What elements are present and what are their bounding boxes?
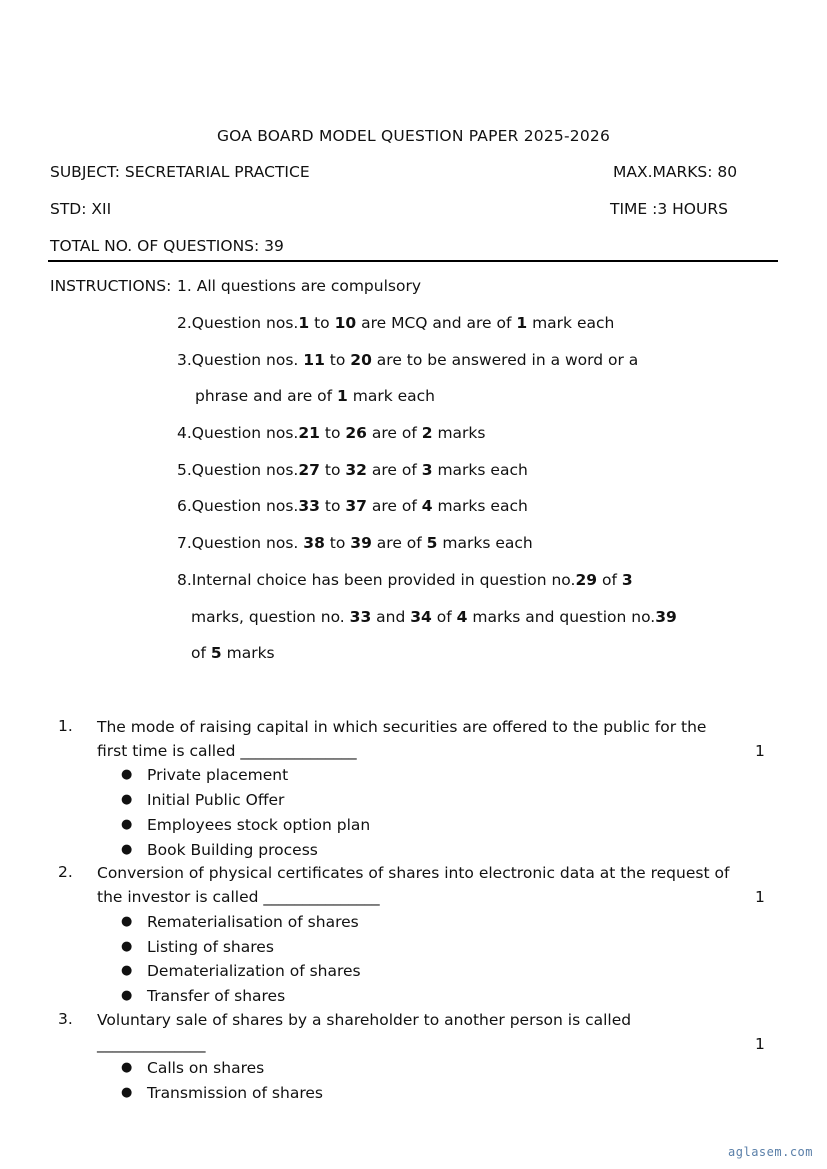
option: Transfer of shares (147, 987, 286, 1005)
bullet-icon: ● (121, 842, 133, 857)
question-text-cont: first time is called _______________ (97, 742, 357, 760)
option: Book Building process (147, 841, 318, 859)
paper-title: GOA BOARD MODEL QUESTION PAPER 2025-2026 (216, 127, 611, 145)
bullet-icon: ● (121, 1085, 133, 1100)
total-questions-label: TOTAL NO. OF QUESTIONS: 39 (50, 237, 284, 255)
instruction-8: 8.Internal choice has been provided in question no.29 of 3 (177, 571, 633, 589)
instruction-1: 1. All questions are compulsory (177, 277, 421, 295)
option: Initial Public Offer (147, 791, 285, 809)
question-number: 2. (58, 863, 73, 881)
bullet-icon: ● (121, 792, 133, 807)
instruction-5: 5.Question nos.27 to 32 are of 3 marks each (177, 461, 528, 479)
option: Dematerialization of shares (147, 962, 361, 980)
bullet-icon: ● (121, 939, 133, 954)
instructions-label: INSTRUCTIONS: (50, 277, 172, 295)
option: Private placement (147, 766, 289, 784)
option: Employees stock option plan (147, 816, 371, 834)
question-text: Conversion of physical certificates of shares into electronic data at the request of (97, 864, 730, 882)
option: Transmission of shares (147, 1084, 323, 1102)
question-marks: 1 (755, 742, 765, 760)
bullet-icon: ● (121, 963, 133, 978)
watermark-link[interactable]: aglasem.com (728, 1145, 813, 1159)
header-divider (48, 260, 778, 262)
question-text-cont: the investor is called _______________ (97, 888, 380, 906)
max-marks-label: MAX.MARKS: 80 (613, 163, 738, 181)
question-text: The mode of raising capital in which securities are offered to the public for the (97, 718, 707, 736)
instruction-3: 3.Question nos. 11 to 20 are to be answered in a word or a (177, 351, 639, 369)
instruction-6: 6.Question nos.33 to 37 are of 4 marks each (177, 497, 528, 515)
bullet-icon: ● (121, 1060, 133, 1075)
instruction-4: 4.Question nos.21 to 26 are of 2 marks (177, 424, 486, 442)
std-label: STD: XII (50, 200, 112, 218)
bullet-icon: ● (121, 817, 133, 832)
time-label: TIME :3 HOURS (610, 200, 728, 218)
instruction-8-cont2: of 5 marks (191, 644, 275, 662)
bullet-icon: ● (121, 988, 133, 1003)
question-text: Voluntary sale of shares by a shareholder to another person is called (97, 1011, 632, 1029)
instruction-8-cont: marks, question no. 33 and 34 of 4 marks and question no.39 (191, 608, 677, 626)
question-marks: 1 (755, 888, 765, 906)
question-text-cont: ______________ (97, 1035, 206, 1053)
question-marks: 1 (755, 1035, 765, 1053)
instruction-7: 7.Question nos. 38 to 39 are of 5 marks each (177, 534, 533, 552)
option: Calls on shares (147, 1059, 265, 1077)
instruction-3-cont: phrase and are of 1 mark each (195, 387, 436, 405)
bullet-icon: ● (121, 767, 133, 782)
instruction-2: 2.Question nos.1 to 10 are MCQ and are of 1 mark each (177, 314, 615, 332)
option: Rematerialisation of shares (147, 913, 359, 931)
bullet-icon: ● (121, 914, 133, 929)
question-number: 3. (58, 1010, 73, 1028)
option: Listing of shares (147, 938, 274, 956)
subject-label: SUBJECT: SECRETARIAL PRACTICE (50, 163, 310, 181)
question-number: 1. (58, 717, 73, 735)
